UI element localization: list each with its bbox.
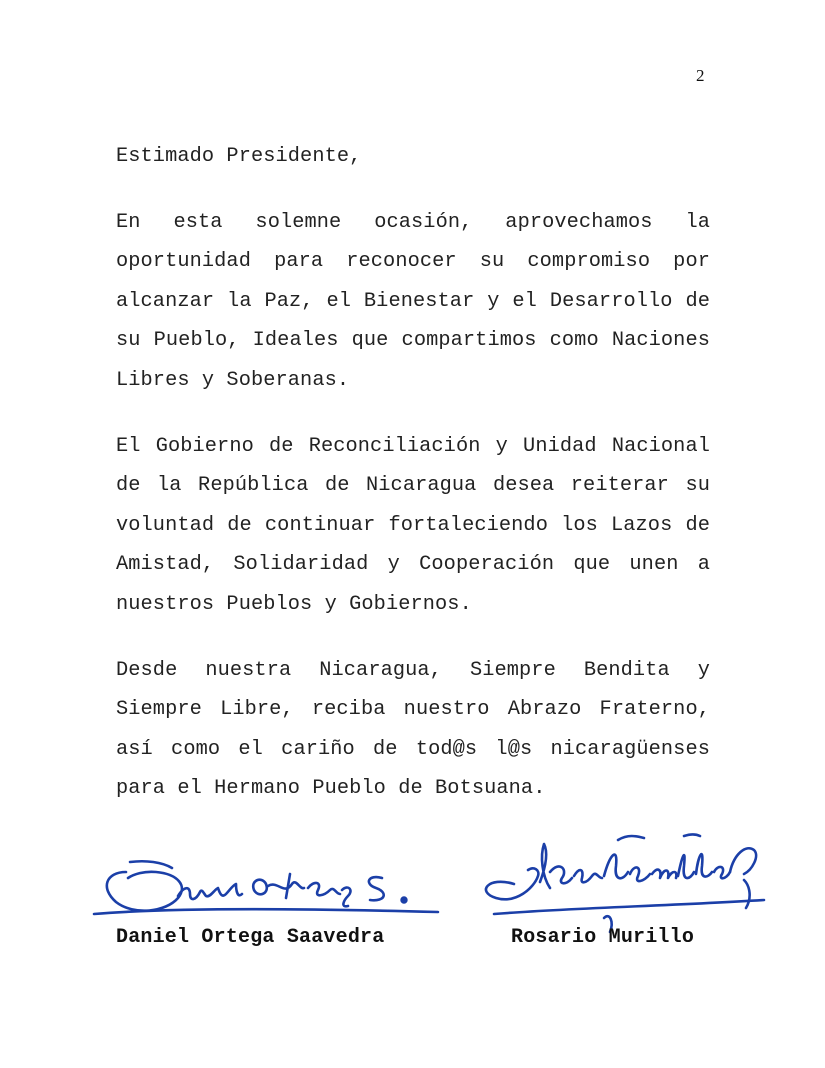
signer-name-left: Daniel Ortega Saavedra — [116, 926, 385, 949]
paragraph-3: Desde nuestra Nicaragua, Siempre Bendita y Siempre Libre, reciba nuestro Abrazo Fraterno, así como el cariño de tod@s l@s nicaragüenses para el Hermano Pueblo de Botsuana. — [116, 658, 710, 801]
salutation: Estimado Presidente, — [116, 145, 362, 168]
signature-left — [86, 850, 446, 930]
paragraph-2: El Gobierno de Reconciliación y Unidad Nacional de la República de Nicaragua desea reiterar su voluntad de continuar fortaleciendo los Lazos de Amistad, Solidaridad y Cooperación que unen a nuestros Pueblos y Gobiernos. — [116, 434, 710, 616]
signer-name-right: Rosario Murillo — [511, 926, 695, 949]
signature-block — [0, 826, 825, 956]
letter-body — [116, 137, 710, 835]
page-number: 2 — [696, 66, 705, 85]
paragraph-1: En esta solemne ocasión, aprovechamos la oportunidad para reconocer su compromiso por alcanzar la Paz, el Bienestar y el Desarrollo de su Pueblo, Ideales que compartimos como Naciones Libres y Soberanas. — [116, 210, 710, 392]
signature-right — [468, 826, 778, 936]
